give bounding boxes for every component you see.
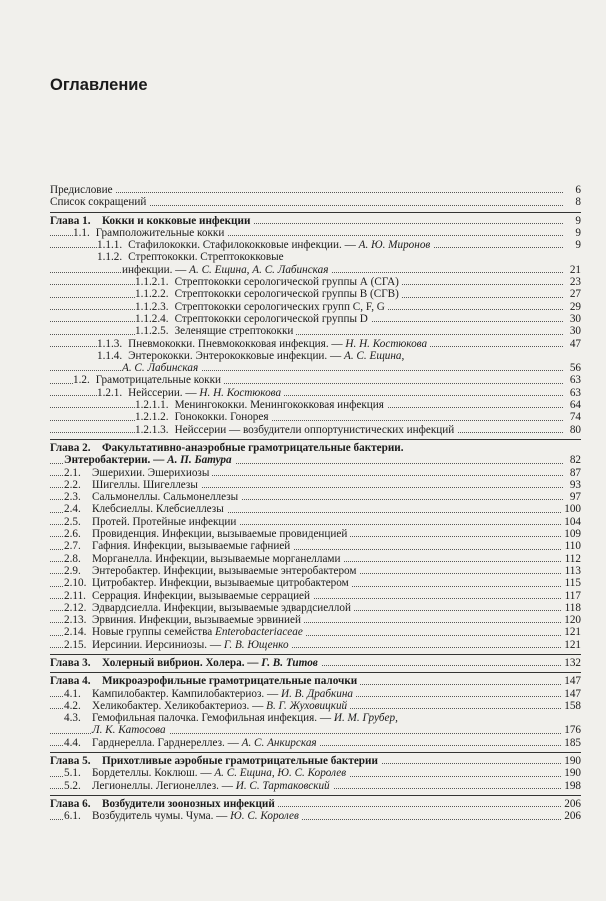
toc-entry-number: 1.1.2.2. [135,288,169,301]
toc-entry-number: Глава 6. [50,797,91,810]
toc-entry-number: 1.2.1.1. [135,399,169,412]
toc-entry-text [50,657,321,669]
toc-entry-title: Эрвиния. Инфекции, вызываемые эрвинией [92,614,301,627]
toc-entry [50,399,581,411]
toc-entry-title: Зеленящие стрептококки [174,325,294,338]
toc-entry-number: 2.13. [64,614,87,627]
toc-entry [50,553,581,565]
toc-entry [50,454,581,466]
toc-entry [50,700,581,712]
toc-entry-title: Возбудитель чумы. Чума. — [92,810,228,823]
toc-entry-text [97,338,430,350]
toc-page-number: 6 [572,184,581,196]
toc-entry-title: Кокки и кокковые инфекции [102,214,251,227]
toc-entry [50,301,581,313]
toc-page-number: 8 [572,196,581,208]
dot-leader [50,420,563,421]
toc-entry-title: Нейссерии. — [128,386,197,399]
toc-entry [50,288,581,300]
toc-entry-number: 1.1.3. [97,337,123,350]
toc-entry-title: Энтеробактерии. — [64,454,165,467]
toc-entry-text [64,614,304,626]
toc-entry-text [135,411,272,423]
toc-entry-text [50,215,253,227]
toc-entry-number: 4.2. [64,699,81,712]
toc-entry [50,350,581,362]
toc-entry [50,227,581,239]
toc-entry [50,215,581,227]
toc-entry-number: 1.1.2. [97,251,123,264]
toc-entry-text [97,387,284,399]
toc-entry-title: Гарднерелла. Гарднереллез. — [92,736,239,749]
toc-entry-title: Нейссерии — возбудители оппортунистических инфекций [174,423,455,436]
toc-entry-text [73,374,224,386]
toc-entry-title: Грамположительные кокки [95,226,225,239]
toc-entry-number: 2.9. [64,564,81,577]
toc-entry-number: 2.1. [64,466,81,479]
toc-page-number: 109 [561,528,581,540]
toc-entry-text [64,780,333,792]
toc-entry-number: 5.1. [64,767,81,780]
toc-entry-author: А. Ю. Миронов [358,239,431,252]
toc-entry-title: Энтерококки. Энтерококковые инфекции. — [128,349,342,362]
toc-entry-title: Возбудители зоонозных инфекций [102,797,275,810]
toc-entry-text [50,196,149,208]
toc-entry-title: Сальмонеллы. Сальмонеллезы [92,491,239,504]
toc-entry-text [73,227,227,239]
toc-page-number: 190 [561,767,581,779]
toc-page-number: 113 [562,565,581,577]
toc-page-number: 80 [567,424,581,436]
toc-entry-number: 2.14. [64,626,87,639]
toc-entry [50,724,581,736]
toc-entry [50,184,581,196]
toc-entry-text [64,454,235,466]
toc-entry-number: 1.1. [73,226,90,239]
toc-entry-number: 1.1.2.1. [135,276,169,289]
toc-entry [50,688,581,700]
toc-entry-title: Гафния. Инфекции, вызываемые гафнией [92,540,291,553]
toc-entry-title: Стрептококки серологической группы В (СГВ) [174,288,399,301]
toc-entry-title: Серрация. Инфекции, вызываемые серрацией [92,589,311,602]
toc-entry-text [64,528,350,540]
toc-entry [50,565,581,577]
toc-entry [50,798,581,810]
toc-entry [50,313,581,325]
toc-entry [50,442,581,454]
toc-entry-title: Эдвардсиелла. Инфекции, вызываемые эдвардсиеллой [92,601,351,614]
toc-entry-title: Микроаэрофильные грамотрицательные палочки [102,675,358,688]
dot-leader [50,192,563,193]
toc-entry-number: Глава 1. [50,214,91,227]
toc-entry-text [135,325,296,337]
toc-entry-text [64,767,349,779]
toc-entry [50,424,581,436]
toc-entry-text [64,540,293,552]
toc-entry-author: А. С. Ещина, [344,349,405,362]
toc-entry-title: Стафилококки. Стафилококковые инфекции. — [128,239,356,252]
toc-entry [50,626,581,638]
toc-page-number: 93 [567,479,581,491]
toc-page-number: 63 [567,374,581,386]
section-divider [50,672,581,673]
toc-entry-number: 1.2.1.2. [135,411,169,424]
toc-entry-title: Гонококки. Гонорея [174,411,269,424]
toc-page-number: 100 [561,503,581,515]
toc-entry [50,657,581,669]
toc-entry [50,602,581,614]
toc-entry [50,528,581,540]
toc-page-number: 47 [567,338,581,350]
toc-entry-italic: Enterobacteriaceae [215,626,303,639]
section-divider [50,439,581,440]
toc-entry-number: 1.1.2.5. [135,325,169,338]
toc-entry [50,540,581,552]
toc-page-number: 104 [561,516,581,528]
toc-entry [50,491,581,503]
toc-entry-title: Стрептококки. Стрептококковые [128,251,284,264]
toc-entry [50,387,581,399]
toc-page-number: 185 [561,737,581,749]
toc-entry-number: 2.5. [64,515,81,528]
toc-entry-number: 2.10. [64,577,87,590]
toc-entry [50,196,581,208]
toc-entry [50,737,581,749]
toc-entry [50,264,581,276]
toc-entry-text [64,503,227,515]
toc-entry-number: 2.12. [64,601,87,614]
table-of-contents [50,184,581,823]
toc-entry [50,276,581,288]
toc-entry-title: Грамотрицательные кокки [95,374,222,387]
toc-entry-text [50,675,360,687]
toc-entry-number: 2.3. [64,491,81,504]
toc-entry-author: И. М. Грубер, [333,712,398,725]
toc-entry-number: 1.1.2.3. [135,300,169,313]
toc-entry-text [135,313,371,325]
toc-entry-author: Н. Н. Костюкова [345,337,428,350]
toc-page-number: 64 [567,399,581,411]
toc-page-number: 176 [561,724,581,736]
toc-entry-text [135,301,388,313]
toc-entry [50,325,581,337]
toc-page-number: 110 [562,540,581,552]
toc-entry [50,755,581,767]
toc-entry-number: Глава 4. [50,675,91,688]
toc-entry-title: Факультативно-анаэробные грамотрицательные бактерии. [102,441,404,454]
toc-entry-title: Менингококки. Менингококковая инфекция [174,399,384,412]
toc-entry-number: 2.2. [64,478,81,491]
toc-entry [50,767,581,779]
toc-entry-title: Холерный вибрион. Холера. — [102,656,259,669]
toc-entry-number: 1.2.1. [97,386,123,399]
toc-entry [50,590,581,602]
toc-entry [50,577,581,589]
toc-entry-title: Провиденция. Инфекции, вызываемые провиденцией [92,528,348,541]
toc-entry-title: Предисловие [50,184,113,196]
toc-entry-number: 2.7. [64,540,81,553]
toc-entry-text [50,798,278,810]
dot-leader [50,334,563,335]
toc-entry-number: 2.8. [64,552,81,565]
toc-entry-author: И. В. Драбкина [280,687,353,700]
toc-entry-text [97,239,433,251]
toc-entry-title: Шигеллы. Шигеллезы [92,478,198,491]
toc-page-number: 9 [572,227,581,239]
toc-entry-text [122,264,331,276]
toc-entry-text [64,565,360,577]
toc-entry [50,338,581,350]
toc-entry-title: Прихотливые аэробные грамотрицательные бактерии [102,755,378,768]
toc-entry-author: Г. В. Ющенко [223,638,289,651]
toc-page-number: 198 [561,780,581,792]
toc-entry-text [97,350,404,362]
toc-entry-text [64,737,320,749]
toc-page-number: 74 [567,411,581,423]
toc-entry-text [135,424,457,436]
section-divider [50,212,581,213]
toc-entry-title: Протей. Протейные инфекции [92,515,237,528]
toc-entry-title: Морганелла. Инфекции, вызываемые морганеллами [92,552,341,565]
toc-entry-title: Стрептококки серологической группы А (СГА) [174,276,399,289]
toc-entry-number: 2.6. [64,528,81,541]
toc-page-number: 9 [572,239,581,251]
toc-entry-number: 1.2.1.3. [135,423,169,436]
toc-page-number: 30 [567,313,581,325]
toc-entry-author: А. П. Батура [167,454,232,467]
toc-page-number: 21 [567,264,581,276]
toc-entry-text [50,442,404,454]
toc-entry-text [64,491,241,503]
toc-entry [50,712,581,724]
toc-entry-text [64,712,398,724]
toc-entry-number: 1.1.4. [97,349,123,362]
section-divider [50,795,581,796]
toc-entry [50,467,581,479]
toc-entry-text [92,724,169,736]
toc-page-number: 63 [567,387,581,399]
toc-entry-number: 1.2. [73,374,90,387]
toc-entry [50,503,581,515]
toc-page-number: 29 [567,301,581,313]
toc-entry [50,374,581,386]
toc-entry-text [64,639,292,651]
toc-entry-author: А. С. Анкирская [241,736,317,749]
toc-entry [50,362,581,374]
toc-page-number: 23 [567,276,581,288]
toc-entry-text [64,700,350,712]
toc-entry-title: Хеликобактер. Хеликобактериоз. — [92,699,264,712]
toc-entry-title: Энтеробактер. Инфекции, вызываемые энтеробактером [92,564,357,577]
toc-entry-number: 2.4. [64,503,81,516]
toc-entry-title: Новые группы семейства [92,626,213,639]
toc-entry-text [135,288,402,300]
toc-page-number: 27 [567,288,581,300]
toc-entry [50,675,581,687]
toc-entry [50,780,581,792]
toc-entry [50,239,581,251]
toc-entry [50,639,581,651]
toc-entry-author: Н. Н. Костюкова [199,386,282,399]
toc-entry-number: 2.11. [64,589,86,602]
toc-entry-title: Эшерихии. Эшерихиозы [92,466,210,479]
toc-entry-author: Л. К. Катосова [92,724,166,737]
toc-page-number: 117 [562,590,581,602]
toc-entry-text [64,688,356,700]
toc-entry-text [135,276,402,288]
toc-page-number: 206 [561,810,581,822]
toc-page-number: 118 [562,602,581,614]
toc-entry [50,479,581,491]
toc-entry-text [50,184,116,196]
toc-page-number: 147 [561,688,581,700]
toc-entry-author: А. С. Лабинская [122,362,199,375]
toc-page-number: 9 [572,215,581,227]
toc-entry-text [64,590,313,602]
toc-entry-number: 6.1. [64,810,81,823]
toc-entry-author: В. Г. Жуховицкий [266,699,348,712]
toc-entry-title: Бордетеллы. Коклюш. — [92,767,212,780]
toc-page-number: 147 [561,675,581,687]
toc-entry-text [64,553,344,565]
toc-entry-number: 1.1.1. [97,239,123,252]
toc-entry-author: А. С. Ещина, Ю. С. Королев [214,767,347,780]
section-divider [50,654,581,655]
toc-page-number: 121 [561,639,581,651]
toc-entry-title: Пневмококки. Пневмококковая инфекция. — [128,337,343,350]
toc-page-number: 132 [561,657,581,669]
section-divider [50,752,581,753]
toc-entry-title: Цитробактер. Инфекции, вызываемые цитробактером [92,577,349,590]
toc-entry-text [64,467,212,479]
toc-entry-text [64,577,352,589]
toc-page-number: 190 [561,755,581,767]
toc-page-number: 112 [562,553,581,565]
toc-page-number: 82 [567,454,581,466]
toc-entry-author: И. С. Тартаковский [235,779,330,792]
toc-entry-number: 4.3. [64,712,81,725]
toc-entry-number: 2.15. [64,638,87,651]
toc-entry-title: Стрептококки серологической группы D [174,312,368,325]
toc-entry-title: инфекции. — [122,263,187,276]
toc-entry [50,614,581,626]
toc-entry-text [64,602,354,614]
toc-entry-text [50,755,381,767]
toc-entry-number: 4.4. [64,736,81,749]
toc-entry [50,411,581,423]
toc-entry-author: А. С. Ещина, А. С. Лабинская [189,263,329,276]
toc-entry-author: Г. В. Титов [261,656,318,669]
toc-entry-title: Стрептококки серологических групп С, F, G [174,300,385,313]
toc-entry-text [64,479,201,491]
page-title: Оглавление [50,76,148,94]
toc-entry-text [135,399,387,411]
toc-entry [50,810,581,822]
toc-entry-text [64,516,239,528]
toc-page-number: 97 [567,491,581,503]
toc-entry-number: Глава 2. [50,441,91,454]
toc-entry-author: Ю. С. Королев [230,810,299,823]
toc-page-number: 121 [561,626,581,638]
toc-entry-number: 4.1. [64,687,81,700]
toc-entry-title: Легионеллы. Легионеллез. — [92,779,233,792]
toc-entry-number: Глава 5. [50,755,91,768]
toc-entry-number: Глава 3. [50,656,91,669]
toc-page-number: 115 [562,577,581,589]
toc-entry-number: 5.2. [64,779,81,792]
toc-entry [50,516,581,528]
toc-entry-number: 1.1.2.4. [135,312,169,325]
toc-entry-text [64,810,302,822]
toc-entry-text [122,362,201,374]
toc-page-number: 30 [567,325,581,337]
toc-page-number: 158 [561,700,581,712]
toc-entry-text [64,626,306,638]
toc-page-number: 56 [567,362,581,374]
toc-entry [50,251,581,263]
toc-entry-title: Иерсинии. Иерсиниозы. — [92,638,222,651]
toc-page-number: 120 [561,614,581,626]
toc-entry-text [97,251,284,263]
toc-page-number: 87 [567,467,581,479]
toc-page-number: 206 [561,798,581,810]
toc-entry-title: Клебсиеллы. Клебсиеллезы [92,503,224,516]
toc-entry-title: Список сокращений [50,196,147,209]
toc-entry-title: Гемофильная палочка. Гемофильная инфекция. — [92,712,332,725]
toc-entry-title: Кампилобактер. Кампилобактериоз. — [92,687,279,700]
